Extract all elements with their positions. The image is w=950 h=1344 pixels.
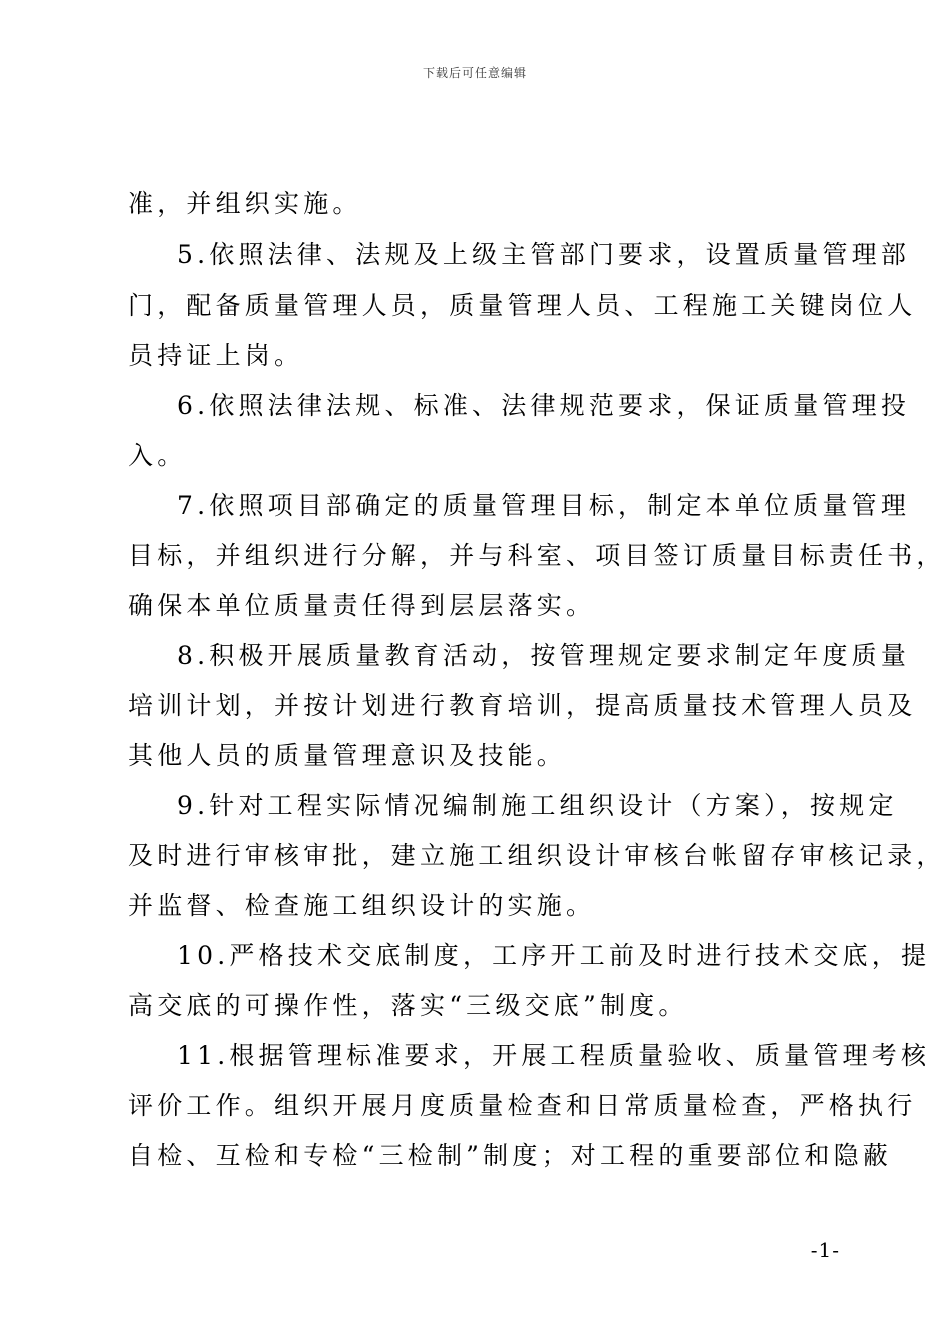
page-number: -1- (810, 1238, 840, 1262)
text-line: 自检、互检和专检“三检制”制度；对工程的重要部位和隐蔽 (128, 1141, 892, 1170)
text-line: 并监督、检查施工组织设计的实施。 (128, 891, 596, 920)
paragraph-5-line-1: 5.依照法律、法规及上级主管部门要求，设置质量管理部 (177, 240, 911, 269)
text-line: 准，并组织实施。 (128, 189, 362, 218)
text-line: 员持证上岗。 (128, 341, 304, 370)
page-header: 下载后可任意编辑 (422, 66, 527, 80)
text-line: 入。 (128, 441, 187, 470)
paragraph-7-line-1: 7.依照项目部确定的质量管理目标，制定本单位质量管理 (177, 491, 911, 520)
text-line: 评价工作。组织开展月度质量检查和日常质量检查，严格执行 (128, 1091, 917, 1120)
paragraph-10-line-1: 10.严格技术交底制度，工序开工前及时进行技术交底，提 (177, 941, 931, 970)
paragraph-9-line-1: 9.针对工程实际情况编制施工组织设计（方案），按规定 (177, 791, 898, 820)
text-line: 其他人员的质量管理意识及技能。 (128, 741, 567, 770)
text-line: 培训计划，并按计划进行教育培训，提高质量技术管理人员及 (128, 691, 917, 720)
paragraph-6-line-1: 6.依照法律法规、标准、法律规范要求，保证质量管理投 (177, 391, 911, 420)
text-line: 高交底的可操作性，落实“三级交底”制度。 (128, 991, 688, 1020)
paragraph-11-line-1: 11.根据管理标准要求，开展工程质量验收、质量管理考核 (177, 1041, 931, 1070)
text-line: 门，配备质量管理人员，质量管理人员、工程施工关键岗位人 (128, 291, 917, 320)
text-line: 目标，并组织进行分解，并与科室、项目签订质量目标责任书， (128, 541, 946, 570)
paragraph-8-line-1: 8.积极开展质量教育活动，按管理规定要求制定年度质量 (177, 641, 911, 670)
text-line: 及时进行审核审批，建立施工组织设计审核台帐留存审核记录， (128, 841, 946, 870)
text-line: 确保本单位质量责任得到层层落实。 (128, 591, 596, 620)
